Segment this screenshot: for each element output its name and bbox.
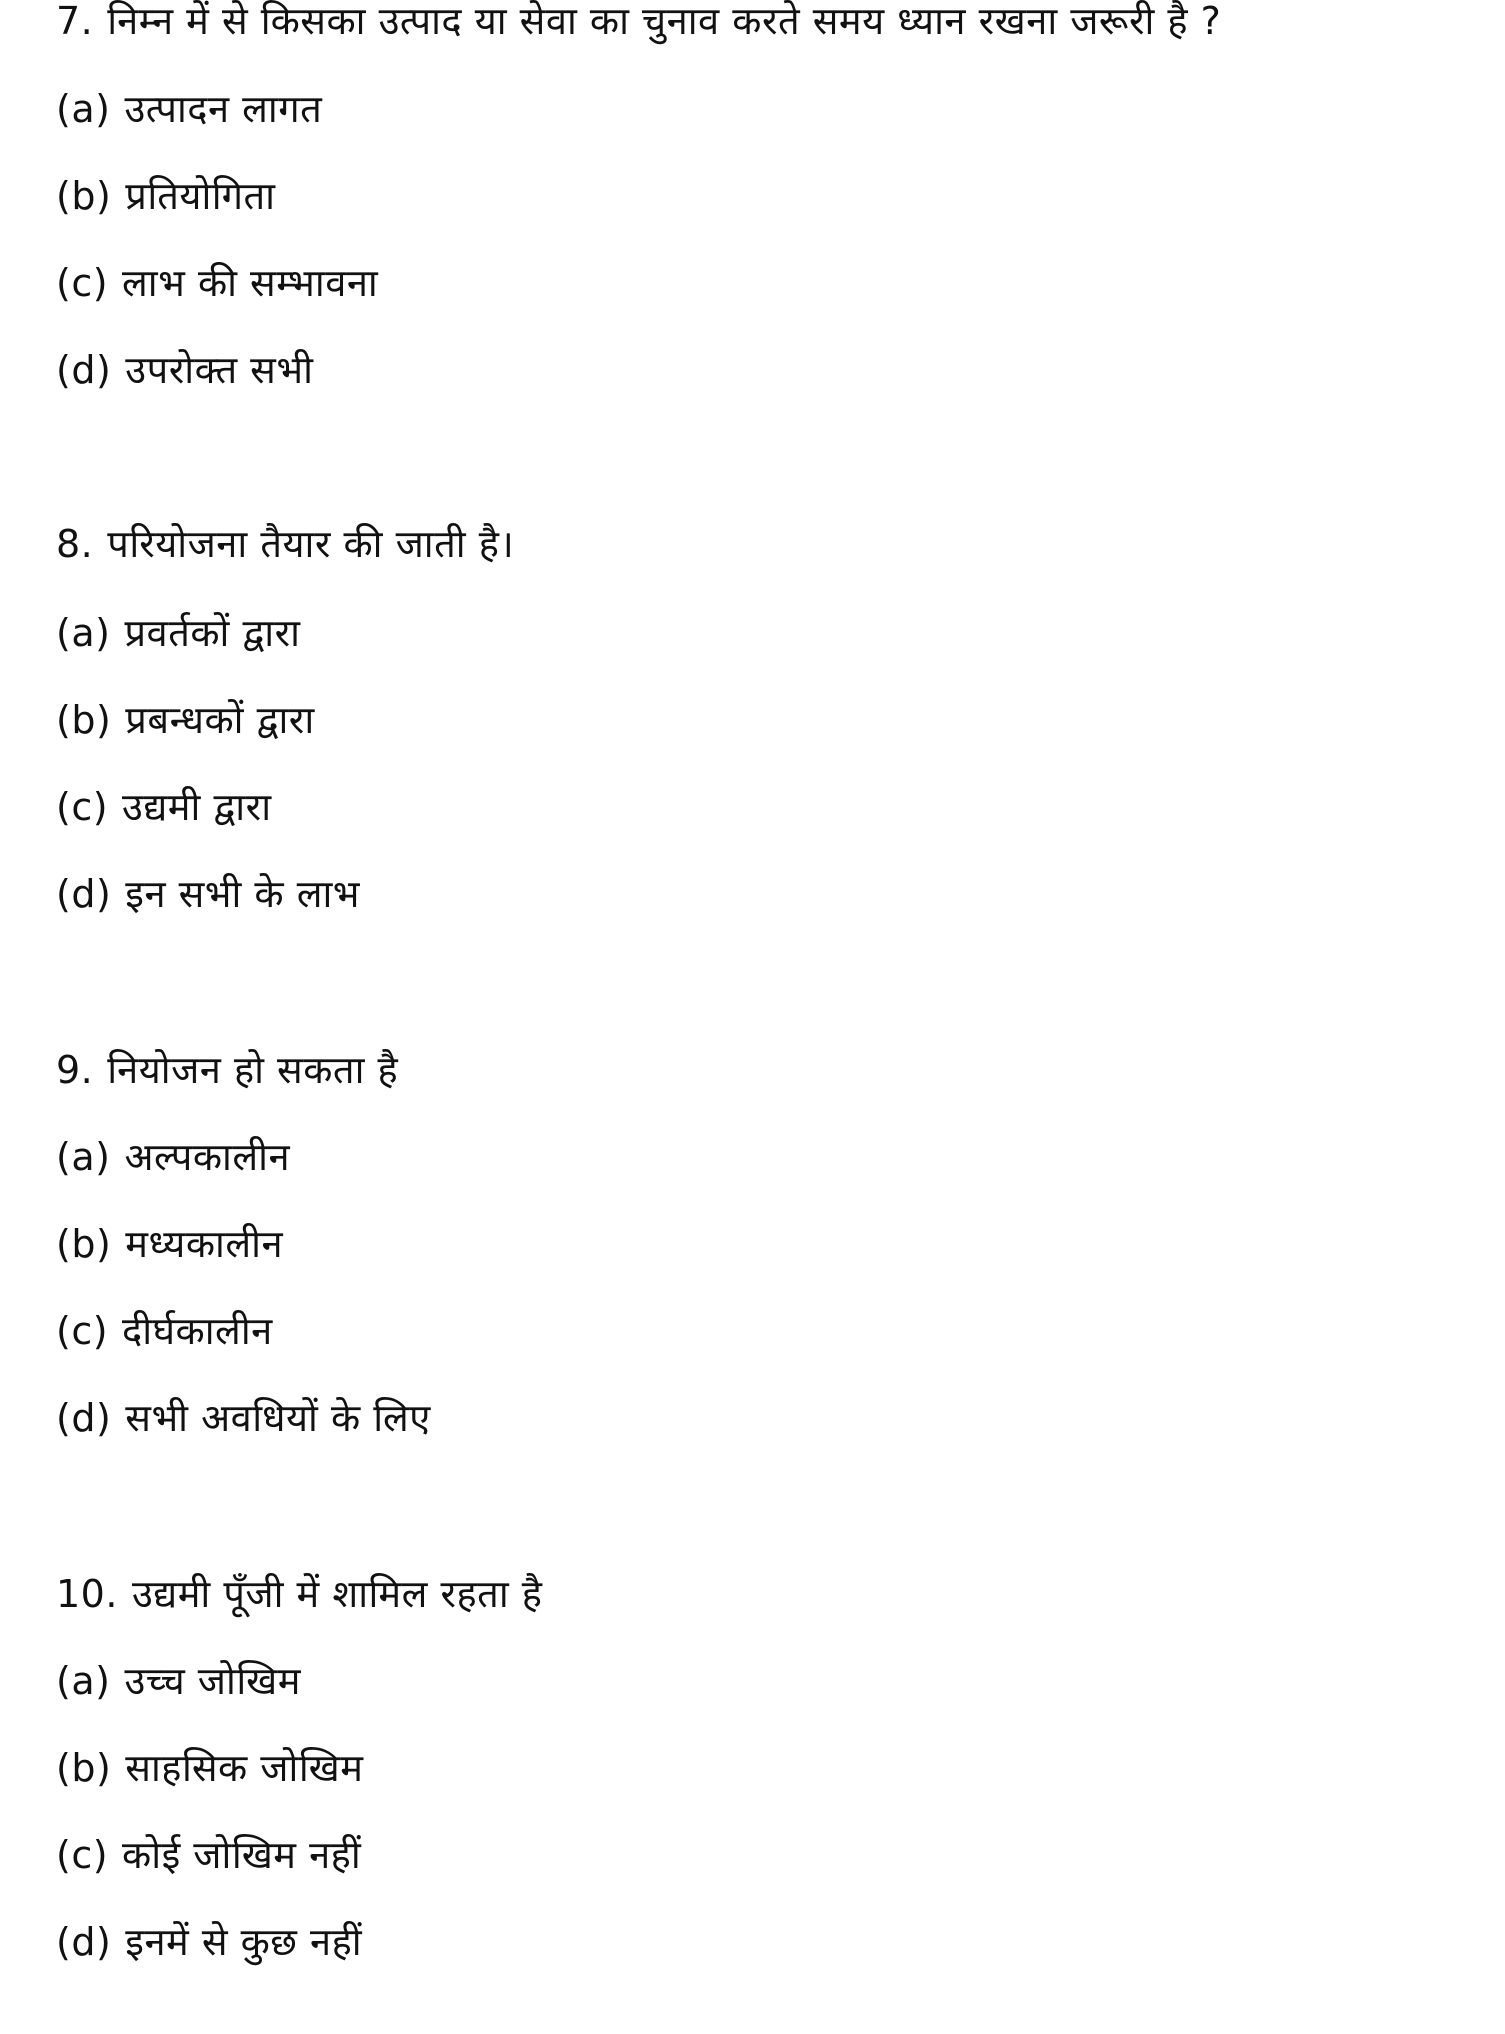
option-text: प्रवर्तकों द्वारा — [124, 611, 301, 655]
option-text: कोई जोखिम नहीं — [122, 1833, 362, 1877]
option-text: प्रतियोगिता — [125, 174, 276, 218]
option-marker: (a) — [56, 611, 111, 655]
option-text: साहसिक जोखिम — [125, 1746, 364, 1790]
option-marker: (b) — [56, 174, 112, 218]
option-marker: (d) — [56, 872, 112, 916]
option-marker: (b) — [56, 698, 112, 742]
option-text: उच्च जोखिम — [124, 1659, 301, 1703]
option-9c — [56, 1306, 273, 1356]
option-marker: (b) — [56, 1222, 112, 1266]
option-marker: (c) — [56, 1833, 109, 1877]
question-10 — [56, 1569, 542, 1619]
option-text: उत्पादन लागत — [124, 87, 323, 131]
option-7d — [56, 345, 313, 395]
option-text: प्रबन्धकों द्वारा — [125, 698, 315, 742]
question-number: 8. — [56, 522, 94, 566]
option-9b — [56, 1219, 283, 1269]
option-9d — [56, 1393, 431, 1443]
option-marker: (c) — [56, 1309, 109, 1353]
option-7a — [56, 84, 322, 134]
option-marker: (c) — [56, 785, 109, 829]
option-8c — [56, 782, 272, 832]
option-marker: (a) — [56, 87, 111, 131]
option-8d — [56, 869, 360, 919]
question-8 — [56, 519, 514, 569]
option-text: सभी अवधियों के लिए — [125, 1396, 431, 1440]
option-marker: (d) — [56, 1396, 112, 1440]
option-marker: (b) — [56, 1746, 112, 1790]
option-10a — [56, 1656, 301, 1706]
option-8a — [56, 608, 301, 658]
option-marker: (d) — [56, 1920, 112, 1964]
question-9 — [56, 1045, 398, 1095]
option-marker: (c) — [56, 261, 109, 305]
option-text: दीर्घकालीन — [122, 1309, 273, 1353]
question-text: परियोजना तैयार की जाती है। — [107, 522, 515, 566]
option-text: इन सभी के लाभ — [125, 872, 361, 916]
option-10c — [56, 1830, 361, 1880]
question-number: 9. — [56, 1048, 94, 1092]
option-text: उद्यमी द्वारा — [122, 785, 272, 829]
option-text: उपरोक्त सभी — [125, 348, 314, 392]
question-number: 10. — [56, 1572, 118, 1616]
question-text: उद्यमी पूँजी में शामिल रहता है — [131, 1572, 543, 1616]
question-number: 7. — [56, 0, 94, 43]
option-text: मध्यकालीन — [125, 1222, 284, 1266]
option-marker: (d) — [56, 348, 112, 392]
option-7b — [56, 171, 276, 221]
option-text: अल्पकालीन — [124, 1135, 291, 1179]
option-text: लाभ की सम्भावना — [122, 261, 379, 305]
question-text: नियोजन हो सकता है — [107, 1048, 399, 1092]
option-8b — [56, 695, 315, 745]
option-7c — [56, 258, 378, 308]
question-7 — [56, 0, 1221, 46]
option-10d — [56, 1917, 362, 1967]
option-text: इनमें से कुछ नहीं — [125, 1920, 363, 1964]
option-marker: (a) — [56, 1135, 111, 1179]
option-10b — [56, 1743, 363, 1793]
option-marker: (a) — [56, 1659, 111, 1703]
option-9a — [56, 1132, 290, 1182]
question-text: निम्न में से किसका उत्पाद या सेवा का चुनाव करते समय ध्यान रखना जरूरी है ? — [107, 0, 1222, 43]
